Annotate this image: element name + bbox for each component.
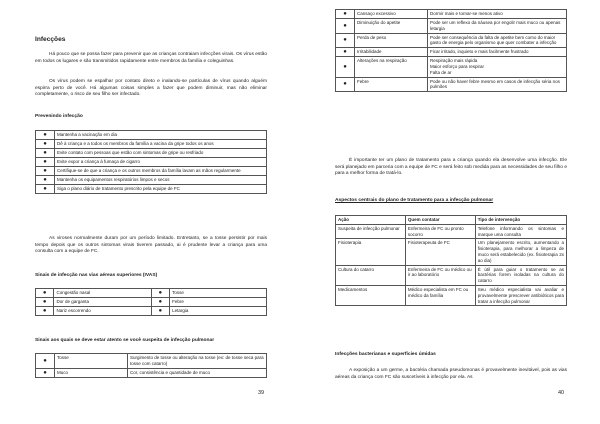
- aspects-cell: Enfermeira de FC ou pronto socorro: [405, 224, 475, 239]
- aspects-cell: Medicamentos: [336, 285, 406, 305]
- bullet-icon: ●: [151, 289, 169, 298]
- sign-name: Perda de peso: [355, 33, 428, 48]
- sign-name: Muco: [55, 368, 128, 377]
- page-number: 40: [558, 390, 565, 396]
- page-number: 39: [258, 390, 265, 396]
- virus-duration-paragraph: As viroses normalmente duram por um período limitado. Entretanto, se a tosse persistir por mais tempo depois que os outros sintomas virais tiverem passado, ai é prudente levar a criança para uma consulta com a equipe de FC.: [35, 236, 267, 254]
- bullet-icon: ●: [36, 354, 55, 369]
- sign-item: Nariz escorrendo: [54, 307, 151, 316]
- lung-signs-heading: Sinais aos quais se deve estar atento se você suspeita de infecção pulmonar: [35, 338, 215, 343]
- bullet-icon: ●: [36, 298, 54, 307]
- bullet-icon: ●: [36, 368, 55, 377]
- sign-description: Respiração mais rápida Maior esforço para respirar Falta de ar: [428, 57, 567, 77]
- treatment-plan-paragraph: É importante ter um plano de tratamento para a criança quando ela desenvolve uma infecção. Ele será planejado em parceria com a equipe de FC e será feito sob medida para as necessidades de seu filho e para a melhor forma de tratá-lo.: [335, 158, 567, 176]
- aspects-row: [336, 265, 567, 285]
- sign-row: [336, 19, 567, 34]
- bullet-icon: ●: [336, 48, 355, 57]
- aspects-cell: Cultura do catarro: [336, 265, 406, 285]
- column-header: Ação: [336, 216, 406, 225]
- ivas-signs-table: [35, 288, 267, 316]
- bacterial-heading: Infecções bacterianas e superfícies úmidas: [335, 352, 436, 357]
- aspects-row: [336, 285, 567, 305]
- column-header: Quem contatar: [405, 216, 475, 225]
- bullet-icon: ●: [36, 167, 55, 176]
- sign-item: Tosse: [170, 289, 267, 298]
- bullet-icon: ●: [151, 298, 169, 307]
- prevention-item: Dê à criança e a todos os membros da família a vacina da gripe todos os anos: [55, 140, 267, 149]
- aspects-table: [335, 215, 567, 306]
- sign-description: Ficar irritado, inquieto e mais facilmente frustrado: [428, 48, 567, 57]
- aspects-cell: Um planejamento escrito, aumentando a fisioterapia, para melhorar a limpeza de muco será estabelecido (ex. fisioterapia 2x ao dia): [475, 239, 566, 265]
- prevention-row: [36, 131, 267, 140]
- bullet-icon: ●: [36, 140, 55, 149]
- bullet-icon: ●: [336, 19, 355, 34]
- aspects-heading: Aspectos centrais do plano de tratamento para a infecção pulmonar: [335, 198, 494, 203]
- sign-description: Pode ser um reflexo da náusea por engolir mais muco ou apenas letargia: [428, 19, 567, 34]
- prevention-table: [35, 130, 267, 194]
- lung-signs-table: [35, 353, 267, 378]
- aspects-cell: Suspeita de infecção pulmonar: [336, 224, 406, 239]
- page-title: Infecções: [35, 36, 66, 43]
- right-page: [300, 0, 600, 424]
- bullet-icon: ●: [36, 307, 54, 316]
- sign-name: Diminuição do apetite: [355, 19, 428, 34]
- sign-name: Irritabilidade: [355, 48, 428, 57]
- sign-description: Pode ser consequência da falta de apetite bem como do maior gasto de energia pelo organismo que quer combater a infecção: [428, 33, 567, 48]
- sign-row: [336, 57, 567, 77]
- sign-row: [36, 298, 267, 307]
- sign-row: [336, 10, 567, 19]
- prevention-item: Siga o plano diário de tratamento prescrito pela equipe de FC: [55, 185, 267, 194]
- prevention-item: Mantenha a vacinação em dia: [55, 131, 267, 140]
- aspects-cell: Fisioterapeuta de FC: [405, 239, 475, 265]
- prevention-item: Certifique-se de que a criança e os outros membros da família lavam as mãos regularmente: [55, 167, 267, 176]
- aspects-cell: Fisioterapia: [336, 239, 406, 265]
- bullet-icon: ●: [336, 77, 355, 92]
- sign-item: Letargia: [170, 307, 267, 316]
- prevention-row: [36, 158, 267, 167]
- bullet-icon: ●: [36, 185, 55, 194]
- sign-item: Dor de garganta: [54, 298, 151, 307]
- sign-description: Pode ou não haver febre mesmo em casos de infecção séria nos pulmões: [428, 77, 567, 92]
- aspects-cell: Seu médico especialista vai avaliar e provavelmente prescrever antibióticos para tratar a infecção pulmonar: [475, 285, 566, 305]
- prevention-row: [36, 176, 267, 185]
- bullet-icon: ●: [336, 10, 355, 19]
- aspects-row: [336, 239, 567, 265]
- aspects-header-row: [336, 216, 567, 225]
- prevention-row: [36, 185, 267, 194]
- sign-name: Alterações na respiração: [355, 57, 428, 77]
- column-header: Tipo de intervenção: [475, 216, 566, 225]
- sign-item: Congestão nasal: [54, 289, 151, 298]
- sign-row: [336, 33, 567, 48]
- intro-paragraph: Há pouco que se possa fazer para prevenir que as crianças contraiam infecções virais. Os vírus estão em todos os lugares e são transmitidos rapidamente entre membros da família e coleguinhas.: [35, 52, 267, 64]
- bullet-icon: ●: [336, 33, 355, 48]
- aspects-cell: Enfermeira de FC ou médico ou ir ao laboratório: [405, 265, 475, 285]
- prevention-row: [36, 149, 267, 158]
- bullet-icon: ●: [36, 131, 55, 140]
- prevention-item: Evite expor a criança à fumaça de cigarro: [55, 158, 267, 167]
- prevention-row: [36, 167, 267, 176]
- bullet-icon: ●: [36, 149, 55, 158]
- sign-row: [36, 289, 267, 298]
- sign-name: Cansaço excessivo: [355, 10, 428, 19]
- lung-signs-table-continued: [335, 9, 567, 92]
- sign-name: Febre: [355, 77, 428, 92]
- ivas-heading: Sinais de infecção nas vias aéreas superiores (IVAS): [35, 273, 158, 278]
- sign-item: Febre: [170, 298, 267, 307]
- sign-description: Cor, consistência e quantidade de muco: [128, 368, 267, 377]
- aspects-row: [336, 224, 567, 239]
- prevention-item: Evite contato com pessoas que estão com sintomas de gripe ou resfriado: [55, 149, 267, 158]
- sign-row: [36, 354, 267, 369]
- pseudomonas-paragraph: A exposição a um germe, a bactéria chamada pseudomonas é provavelmente inevitável, pois as vias aéreas da criança com FC são suscetíveis à infecção por ela. As: [335, 368, 567, 380]
- sign-row: [336, 77, 567, 92]
- bullet-icon: ●: [336, 57, 355, 77]
- prevention-heading: Prevenindo infecção: [35, 114, 83, 119]
- sign-description: Surgimento de tosse ou alteração na tosse (ex: de tosse seca para tosse com catarro): [128, 354, 267, 369]
- bullet-icon: ●: [36, 289, 54, 298]
- aspects-cell: É útil para guiar o tratamento se as bactérias forem isoladas na cultura do catarro: [475, 265, 566, 285]
- sign-row: [36, 307, 267, 316]
- contact-paragraph: Os vírus podem se espalhar por contato direto e inalando-se partículas de vírus quando alguém espirra perto de você. Há algumas coisas simples a fazer que podem diminuir, mas não eliminar completamente, o risco de seu filho ser infectado.: [35, 79, 267, 97]
- bullet-icon: ●: [151, 307, 169, 316]
- bullet-icon: ●: [36, 176, 55, 185]
- sign-row: [336, 48, 567, 57]
- prevention-item: Mantenha os equipamentos respiratórios limpos e secos: [55, 176, 267, 185]
- bullet-icon: ●: [36, 158, 55, 167]
- prevention-row: [36, 140, 267, 149]
- sign-row: [36, 368, 267, 377]
- sign-description: Dormir mais e tornar-se menos ativo: [428, 10, 567, 19]
- aspects-cell: Médico especialista em FC ou médico da família: [405, 285, 475, 305]
- aspects-cell: Telefone informando os sintomas e marque uma consulta: [475, 224, 566, 239]
- sign-name: Tosse: [55, 354, 128, 369]
